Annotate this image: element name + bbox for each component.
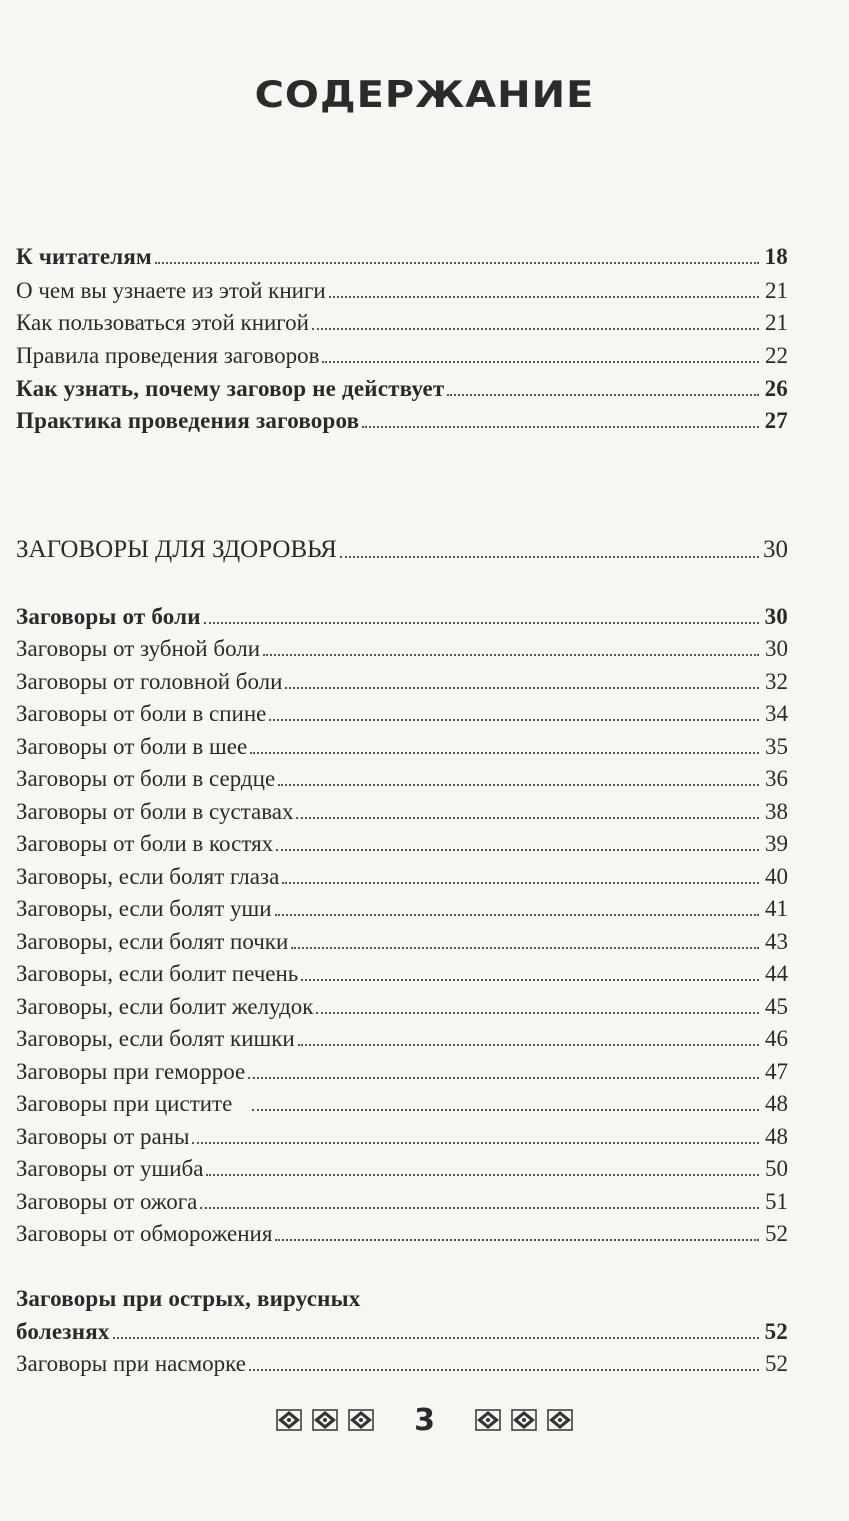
toc-entry-page: 52 xyxy=(764,1319,788,1344)
toc-entry[interactable] xyxy=(16,854,788,888)
diamond-ornament-icon xyxy=(312,1409,338,1431)
toc-entry-label: Заговоры, если болят глаза xyxy=(16,864,280,889)
leader-dots xyxy=(269,718,759,721)
toc-entry-page: 30 xyxy=(765,636,788,661)
toc-entry-page: 50 xyxy=(765,1156,788,1181)
leader-dots xyxy=(206,1173,759,1176)
toc-entry[interactable] xyxy=(16,300,788,334)
toc-entry[interactable] xyxy=(16,1049,788,1083)
toc-entry[interactable] xyxy=(16,1309,788,1343)
toc-entry-label: Заговоры, если болит печень xyxy=(16,961,299,986)
toc-entry-label: Заговоры от боли в сердце xyxy=(16,766,276,791)
toc-entry[interactable] xyxy=(16,951,788,985)
toc-entry[interactable] xyxy=(16,268,788,302)
toc-entry[interactable] xyxy=(16,626,788,660)
leader-dots xyxy=(291,946,759,949)
toc-entry[interactable] xyxy=(16,234,788,268)
toc-entry-label: болезнях xyxy=(16,1319,110,1344)
toc-entry-page: 22 xyxy=(765,343,788,368)
diamond-ornament-icon xyxy=(547,1409,573,1431)
toc-entry[interactable] xyxy=(16,984,788,1018)
leader-dots xyxy=(278,783,759,786)
toc-entry-label: Заговоры от боли xyxy=(16,604,201,629)
toc-entry-label: Заговоры от зубной боли xyxy=(16,636,261,661)
page-title: СОДЕРЖАНИЕ xyxy=(254,73,595,117)
toc-entry[interactable] xyxy=(16,821,788,855)
toc-entry-label: Заговоры, если болит желудок xyxy=(16,994,314,1019)
toc-entry[interactable] xyxy=(16,1276,788,1310)
leader-dots xyxy=(275,913,759,916)
leader-dots xyxy=(192,1141,759,1144)
leader-dots xyxy=(249,1368,759,1371)
toc-entry[interactable] xyxy=(16,1016,788,1050)
leader-dots xyxy=(248,1076,759,1079)
toc-entry-label: Правила проведения заговоров xyxy=(16,343,320,368)
leader-dots xyxy=(296,816,759,819)
toc-entry-label: Практика проведения заговоров xyxy=(16,408,360,433)
toc-entry-page: 44 xyxy=(765,961,788,986)
toc-entry[interactable] xyxy=(16,1081,788,1115)
page-footer xyxy=(0,1400,849,1440)
toc-entry-label: Как узнать, почему заговор не действует xyxy=(16,376,445,401)
toc-entry[interactable] xyxy=(16,1114,788,1148)
toc-entry-page: 35 xyxy=(765,734,788,759)
toc-entry-label: Заговоры от головной боли xyxy=(16,669,283,694)
toc-entry-label: Заговоры от боли в костях xyxy=(16,831,274,856)
leader-dots xyxy=(340,555,759,558)
toc-entry[interactable] xyxy=(16,594,788,628)
toc-entry-page: 45 xyxy=(765,994,788,1019)
toc-entry-label: ЗАГОВОРЫ ДЛЯ ЗДОРОВЬЯ xyxy=(16,536,337,563)
toc-entry-page: 43 xyxy=(765,929,788,954)
toc-entry-page: 41 xyxy=(765,896,788,921)
toc-entry[interactable] xyxy=(16,886,788,920)
leader-dots xyxy=(282,881,759,884)
toc-entry-label: Заговоры, если болят уши xyxy=(16,896,272,921)
toc-entry-page: 46 xyxy=(765,1026,788,1051)
leader-dots xyxy=(301,978,759,981)
toc-entry-page: 48 xyxy=(765,1091,788,1116)
leader-dots xyxy=(200,1206,759,1209)
diamond-ornament-icon xyxy=(348,1409,374,1431)
toc-entry-page: 40 xyxy=(765,864,788,889)
toc-entry-label: Заговоры от раны xyxy=(16,1124,190,1149)
leader-dots xyxy=(285,686,759,689)
leader-dots xyxy=(312,327,759,330)
leader-dots xyxy=(155,261,759,264)
toc-entry-label: Заговоры, если болят кишки xyxy=(16,1026,295,1051)
toc-entry-page: 52 xyxy=(765,1221,788,1246)
toc-entry-page: 38 xyxy=(765,799,788,824)
leader-dots xyxy=(298,1043,759,1046)
toc-entry-label: К читателям xyxy=(16,244,152,269)
leader-dots xyxy=(322,360,759,363)
leader-dots xyxy=(204,621,759,624)
toc-entry[interactable] xyxy=(16,1146,788,1180)
toc-entry-page: 34 xyxy=(765,701,788,726)
toc-entry-label: Заговоры от боли в шее xyxy=(16,734,248,759)
diamond-ornament-icon xyxy=(276,1409,302,1431)
page-number: 3 xyxy=(414,1402,435,1438)
toc-entry-label: Заговоры при насморке xyxy=(16,1351,246,1376)
leader-dots xyxy=(275,1238,759,1241)
toc-entry-label: Заговоры, если болят почки xyxy=(16,929,289,954)
toc-entry[interactable] xyxy=(16,756,788,790)
toc-entry-label: Заговоры при геморрое xyxy=(16,1059,246,1084)
leader-dots xyxy=(276,848,759,851)
toc-entry-label: Заговоры от боли в суставах xyxy=(16,799,294,824)
toc-entry-page: 32 xyxy=(765,669,788,694)
toc-entry-page: 18 xyxy=(764,244,788,269)
toc-entry[interactable] xyxy=(16,724,788,758)
toc-entry-page: 27 xyxy=(764,408,788,433)
toc-entry-page: 52 xyxy=(765,1351,788,1376)
leader-dots xyxy=(252,1108,759,1111)
toc-entry-label: О чем вы узнаете из этой книги xyxy=(16,278,326,303)
toc-entry-label: Как пользоваться этой книгой xyxy=(16,310,309,335)
toc-entry-label: Заговоры при острых, вирусных xyxy=(16,1286,361,1311)
toc-entry-label: Заговоры при цистите xyxy=(16,1091,233,1116)
toc-entry[interactable] xyxy=(16,366,788,400)
toc-entry-page: 21 xyxy=(765,310,788,335)
toc-entry-page: 30 xyxy=(763,536,788,563)
toc-entry-label: Заговоры от обморожения xyxy=(16,1221,273,1246)
leader-dots xyxy=(316,1011,759,1014)
leader-dots xyxy=(329,295,759,298)
leader-dots xyxy=(362,425,759,428)
diamond-ornament-icon xyxy=(475,1409,501,1431)
toc-entry-label: Заговоры от ожога xyxy=(16,1189,198,1214)
toc-section-heading[interactable] xyxy=(16,528,788,562)
toc-entry-label: Заговоры от боли в спине xyxy=(16,701,267,726)
toc-entry[interactable] xyxy=(16,789,788,823)
toc-entry[interactable] xyxy=(16,1211,788,1245)
toc-entry[interactable] xyxy=(16,1179,788,1213)
toc-entry-page: 36 xyxy=(765,766,788,791)
toc-entry-page: 39 xyxy=(765,831,788,856)
toc-entry[interactable] xyxy=(16,919,788,953)
toc-entry[interactable] xyxy=(16,691,788,725)
toc-entry-page: 48 xyxy=(765,1124,788,1149)
leader-dots xyxy=(250,751,759,754)
leader-dots xyxy=(263,653,759,656)
leader-dots xyxy=(113,1336,759,1339)
diamond-ornament-icon xyxy=(511,1409,537,1431)
toc-entry[interactable] xyxy=(16,398,788,432)
toc-entry-page: 30 xyxy=(764,604,788,629)
toc-entry[interactable] xyxy=(16,1341,788,1375)
toc-entry-page: 21 xyxy=(765,278,788,303)
toc-entry-page: 26 xyxy=(764,376,788,401)
toc-entry[interactable] xyxy=(16,333,788,367)
toc-entry-label: Заговоры от ушиба xyxy=(16,1156,204,1181)
leader-dots xyxy=(447,393,759,396)
toc-entry-page: 51 xyxy=(765,1189,788,1214)
toc-entry-page: 47 xyxy=(765,1059,788,1084)
toc-entry[interactable] xyxy=(16,659,788,693)
